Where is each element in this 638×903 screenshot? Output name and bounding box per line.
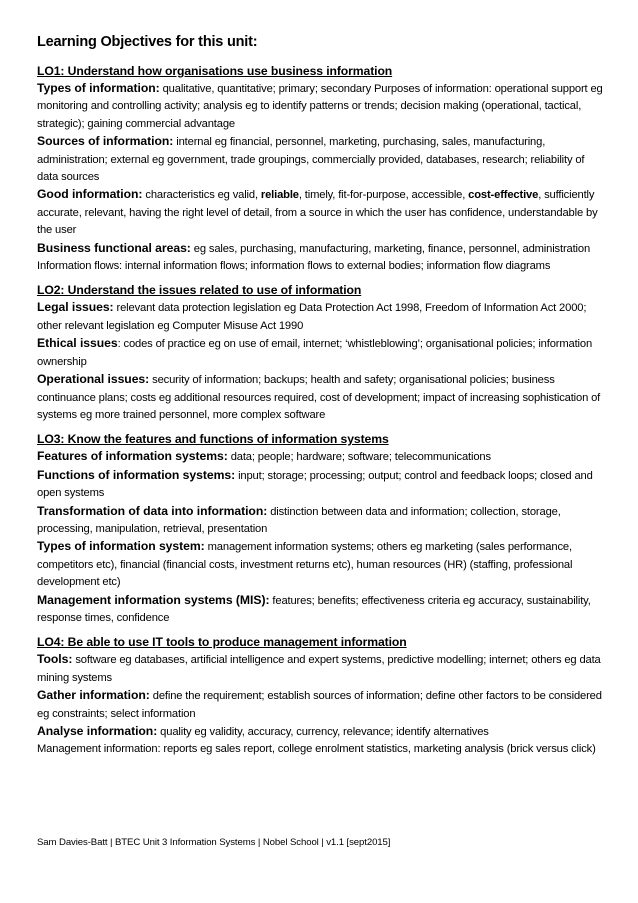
lo4-tools-text: software eg databases, artificial intelligence and expert systems, predictive modelling; internet; others eg data mining systems — [37, 654, 601, 684]
lo4-management-text: Management information: reports eg sales report, college enrolment statistics, marketing analysis (brick versus click) — [37, 743, 596, 756]
lo1-good-paragraph — [37, 186, 603, 239]
lo3-features-text: data; people; hardware; software; telecommunications — [227, 451, 491, 464]
lo1-sources-label: Sources of information: — [37, 134, 174, 149]
lo2-ethical-paragraph — [37, 335, 603, 371]
lo1-heading: LO1: Understand how organisations use business information — [37, 64, 393, 78]
page-footer: Sam Davies-Batt | BTEC Unit 3 Information Systems | Nobel School | v1.1 [sept2015] — [37, 837, 391, 848]
lo1-business-label: Business functional areas: — [37, 240, 191, 255]
lo1-business-paragraph — [37, 240, 603, 276]
page-title: Learning Objectives for this unit: — [37, 34, 258, 50]
section-lo3 — [37, 432, 603, 627]
lo1-types-label: Types of information: — [37, 81, 160, 95]
lo4-analyse-label: Analyse information: — [37, 724, 158, 738]
lo4-tools-label: Tools: — [37, 652, 73, 667]
lo1-business-text: eg sales, purchasing, manufacturing, marketing, finance, personnel, administration Information flows: internal information flows; information flows to external bodies; information flow diagrams — [37, 242, 591, 273]
lo4-heading: LO4: Be able to use IT tools to produce management information — [37, 635, 407, 650]
lo3-functions-text: input; storage; processing; output; control and feedback loops; closed and open systems — [37, 469, 593, 500]
lo1-good-label: Good information: — [37, 187, 143, 202]
lo1-types-text: qualitative, quantitative; primary; secondary Purposes of information: operational support eg monitoring and controlling activity; analysis eg to identify patterns or trends; decision making (operational, tactical, strategic); gaining commercial advantage — [37, 83, 603, 130]
lo4-analyse-text: quality eg validity, accuracy, currency, relevance; identify alternatives — [157, 726, 489, 738]
lo2-heading: LO2: Understand the issues related to use of information — [37, 283, 362, 298]
lo2-ethical-text: : codes of practice eg on use of email, internet; ‘whistleblowing’; organisational policies; information ownership — [37, 338, 593, 368]
lo3-mis-paragraph — [37, 592, 603, 628]
lo3-heading: LO3: Know the features and functions of information systems — [37, 432, 389, 447]
lo2-legal-label: Legal issues: — [37, 300, 114, 315]
lo1-good-text-1: characteristics eg valid, — [142, 189, 261, 202]
section-lo1 — [37, 64, 603, 275]
lo3-features-label: Features of information systems: — [37, 449, 228, 464]
lo2-legal-paragraph — [37, 299, 603, 335]
lo3-transformation-text: distinction between data and information; collection, storage, processing, manipulation, retrieval, presentation — [37, 505, 561, 535]
lo3-features-paragraph — [37, 448, 603, 466]
document-page — [37, 34, 603, 767]
lo1-types-paragraph — [37, 80, 603, 133]
lo4-gather-text: define the requirement; establish sources of information; define other factors to be considered eg constraints; select information — [37, 690, 602, 720]
lo1-good-text-2: , timely, fit-for-purpose, accessible, — [298, 189, 469, 202]
lo1-sources-text: internal eg financial, personnel, marketing, purchasing, sales, manufacturing, administration; external eg government, trade groupings, commercially provided, databases, research; reliability of data sources — [37, 136, 585, 184]
lo2-operational-paragraph — [37, 371, 603, 424]
lo3-transformation-label: Transformation of data into information: — [37, 503, 268, 518]
lo3-functions-paragraph — [37, 467, 603, 503]
lo3-functions-label: Functions of information systems: — [37, 467, 236, 482]
lo4-tools-paragraph — [37, 651, 603, 687]
section-lo4 — [37, 635, 603, 758]
lo2-operational-label: Operational issues: — [37, 372, 150, 387]
lo1-sources-paragraph — [37, 133, 603, 186]
lo4-analyse-paragraph — [37, 723, 603, 741]
lo1-good-reliable: reliable — [260, 189, 299, 202]
lo4-management-paragraph — [37, 741, 603, 758]
lo3-transformation-paragraph — [37, 503, 603, 539]
lo3-types-text: management information systems; others eg marketing (sales performance, competitors etc), financial (financial costs, investment returns etc), human resources (HR) (staffing, professional development etc) — [37, 541, 573, 589]
lo4-gather-label: Gather information: — [37, 688, 150, 703]
lo2-ethical-label: Ethical issues — [37, 336, 118, 351]
lo4-gather-paragraph — [37, 687, 603, 723]
lo3-types-paragraph — [37, 538, 603, 591]
lo3-types-label: Types of information system: — [37, 539, 205, 554]
lo1-good-text-3: , sufficiently accurate, relevant, having the right level of detail, from a source in which the user has confidence, understandable by the user — [37, 189, 598, 237]
lo3-mis-text: features; benefits; effectiveness criteria eg accuracy, sustainability, response times, confidence — [37, 594, 591, 624]
lo2-operational-text: security of information; backups; health and safety; organisational policies; business continuance plans; costs eg additional resources required, cost of development; impact of increasing sophistication of systems eg more trained personnel, more complex software — [37, 374, 601, 421]
section-lo2 — [37, 283, 603, 424]
lo1-good-cost-effective: cost-effective — [468, 189, 539, 202]
lo3-mis-label: Management information systems (MIS): — [37, 592, 270, 607]
lo2-legal-text: relevant data protection legislation eg Data Protection Act 1998, Freedom of Information Act 2000; other relevant legislation eg Computer Misuse Act 1990 — [37, 302, 587, 332]
